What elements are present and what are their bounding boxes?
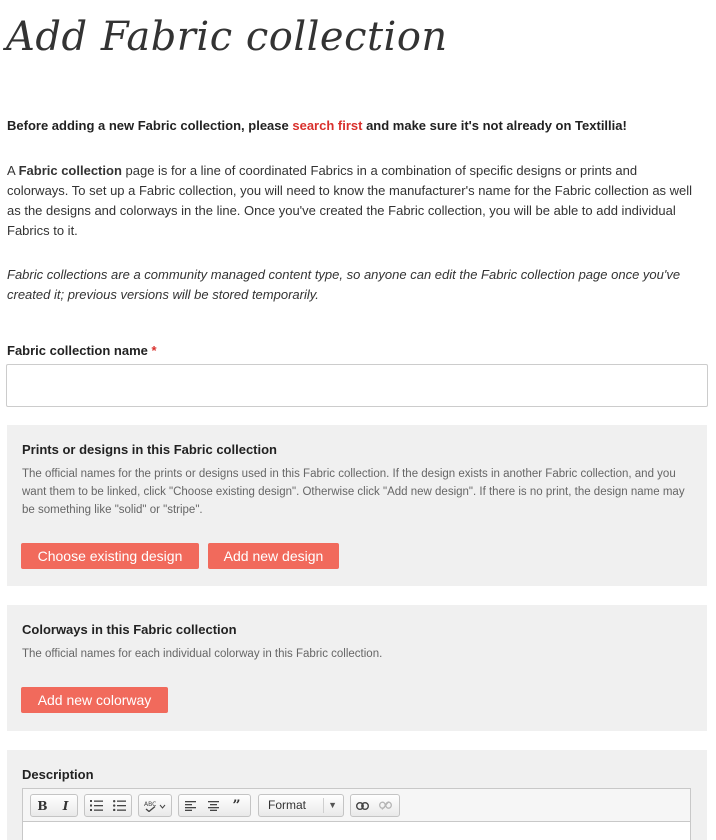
format-dropdown[interactable] [258, 794, 344, 817]
community-note: Fabric collections are a community managed content type, so anyone can edit the Fabric collection page once you've created it; previous versions will be stored temporarily. [7, 267, 681, 302]
colorways-help: The official names for each individual colorway in this Fabric collection. [22, 648, 383, 660]
search-notice-after: and make sure it's not already on Textillia! [362, 118, 627, 133]
unlink-icon[interactable] [374, 795, 397, 816]
colorways-panel [7, 605, 707, 731]
search-notice [7, 118, 712, 133]
format-label: Format [268, 798, 307, 812]
italic-button[interactable]: I [62, 798, 69, 813]
prints-heading: Prints or designs in this Fabric collection [22, 442, 277, 457]
link-group [350, 794, 400, 817]
blockquote-icon[interactable]: ” [232, 797, 241, 814]
add-new-design-button[interactable]: Add new design [208, 543, 339, 569]
spellcheck-group [138, 794, 172, 817]
prints-help: The official names for the prints or designs used in this Fabric collection. If the design exists in another Fabric collection, and you want them to be linked, click "Choose existing design". Otherwise click "Add new design". If there is no print, the design name may be something like "solid" or "stripe". [22, 468, 685, 516]
collection-name-label-text: Fabric collection name [7, 343, 148, 358]
chevron-down-icon: ▼ [328, 800, 337, 810]
add-new-colorway-button[interactable]: Add new colorway [21, 687, 168, 713]
collection-name-label [7, 343, 157, 358]
description-editor[interactable] [22, 822, 691, 840]
align-group [178, 794, 251, 817]
intro-lead: A [7, 163, 19, 178]
page-title: Add Fabric collection [6, 14, 448, 60]
prints-panel [7, 425, 707, 586]
intro-bold-term: Fabric collection [18, 163, 122, 178]
editor-toolbar [22, 788, 691, 822]
align-left-icon[interactable] [179, 795, 202, 816]
choose-existing-design-button[interactable]: Choose existing design [21, 543, 199, 569]
text-style-group [30, 794, 78, 817]
bold-button[interactable]: B [37, 798, 48, 813]
format-separator [323, 798, 324, 813]
description-heading: Description [22, 767, 94, 782]
intro-paragraph [7, 161, 697, 241]
align-center-icon[interactable] [202, 795, 225, 816]
search-notice-before: Before adding a new Fabric collection, please [7, 118, 293, 133]
spellcheck-icon[interactable] [139, 795, 171, 816]
link-icon[interactable] [351, 795, 374, 816]
list-group [84, 794, 132, 817]
required-mark: * [151, 343, 157, 358]
numbered-list-icon[interactable] [85, 795, 108, 816]
svg-text:ABC: ABC [144, 800, 157, 808]
colorways-heading: Colorways in this Fabric collection [22, 622, 237, 637]
bullet-list-icon[interactable] [108, 795, 131, 816]
intro-rest: page is for a line of coordinated Fabrics in a combination of specific designs or prints and colorways. To set up a Fabric collection, you will need to know the manufacturer's name for the Fabric collection as well as the designs and colorways in the line. Once you've created the Fabric collection, you will be able to add individual Fabrics to it. [7, 163, 693, 238]
description-panel [7, 750, 707, 840]
search-first-link[interactable]: search first [292, 118, 363, 133]
collection-name-input[interactable] [6, 364, 708, 407]
